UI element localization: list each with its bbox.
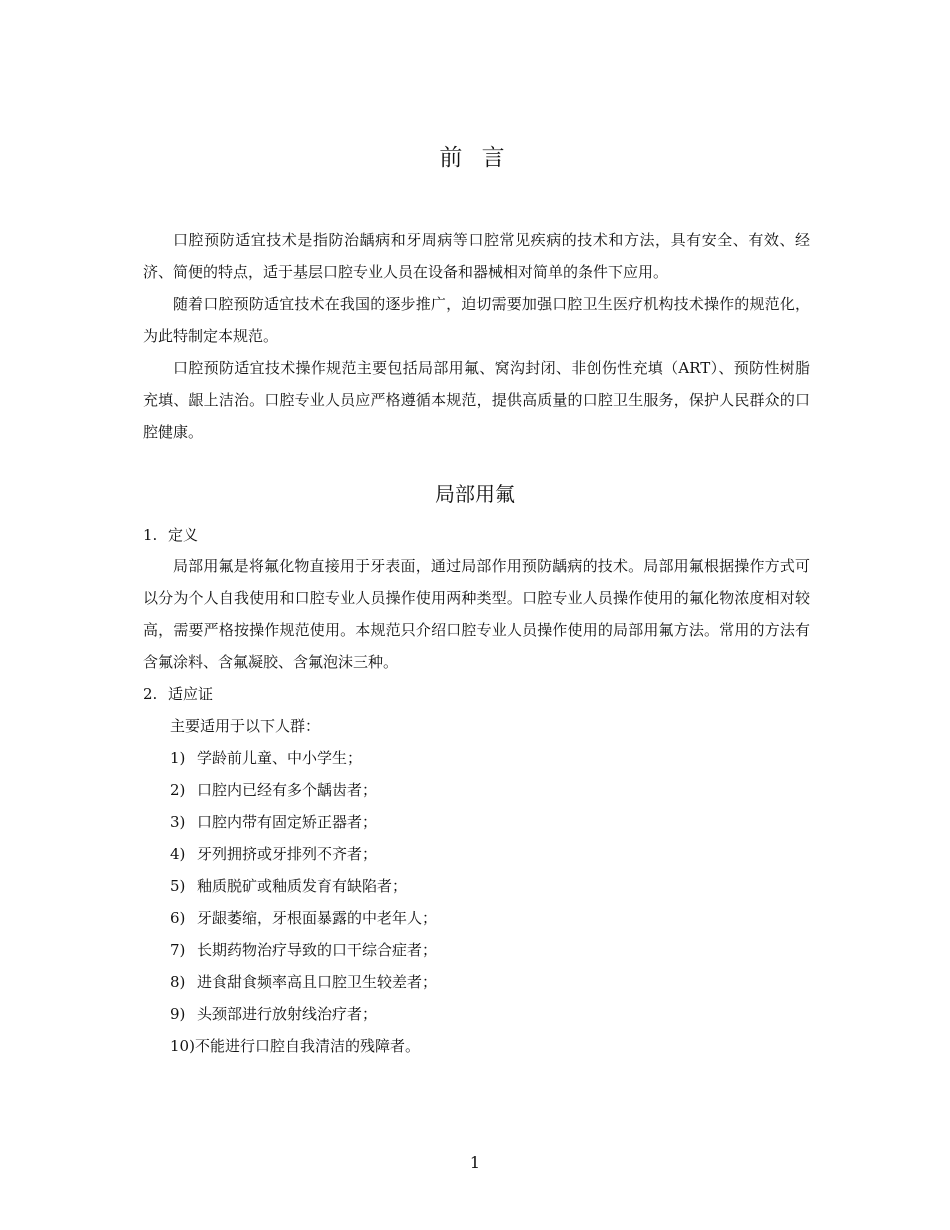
list-item-number: 3) bbox=[170, 813, 186, 831]
list-item bbox=[170, 1030, 437, 1062]
list-item-number: 10) bbox=[170, 1037, 195, 1055]
indications-list bbox=[170, 742, 437, 1062]
list-item-number: 2) bbox=[170, 781, 186, 799]
list-item bbox=[170, 934, 437, 966]
list-item-number: 4) bbox=[170, 845, 186, 863]
list-item bbox=[170, 838, 437, 870]
list-item bbox=[170, 966, 437, 998]
list-item bbox=[170, 870, 437, 902]
list-item-text: 长期药物治疗导致的口干综合症者； bbox=[197, 941, 438, 959]
list-item-text: 头颈部进行放射线治疗者； bbox=[197, 1005, 378, 1023]
preface-paragraph-1: 口腔预防适宜技术是指防治龋病和牙周病等口腔常见疾病的技术和方法，具有安全、有效、经济、简便的特点，适于基层口腔专业人员在设备和器械相对简单的条件下应用。 bbox=[143, 231, 810, 281]
list-item-text: 学龄前儿童、中小学生； bbox=[197, 749, 363, 767]
preface-paragraph-3: 口腔预防适宜技术操作规范主要包括局部用氟、窝沟封闭、非创伤性充填（ART）、预防性树脂充填、龈上洁治。口腔专业人员应严格遵循本规范，提供高质量的口腔卫生服务，保护人民群众的口腔健康。 bbox=[143, 359, 810, 441]
section-number: 1. bbox=[143, 526, 158, 544]
list-item bbox=[170, 742, 437, 774]
list-item-number: 1) bbox=[170, 749, 186, 767]
list-item-text: 牙龈萎缩，牙根面暴露的中老年人； bbox=[197, 909, 438, 927]
list-item bbox=[170, 774, 437, 806]
preface-title: 前 言 bbox=[439, 145, 511, 171]
list-item-text: 口腔内带有固定矫正器者； bbox=[197, 813, 378, 831]
definition-paragraph: 局部用氟是将氟化物直接用于牙表面，通过局部作用预防龋病的技术。局部用氟根据操作方式可以分为个人自我使用和口腔专业人员操作使用两种类型。口腔专业人员操作使用的氟化物浓度相对较高，需要严格按操作规范使用。本规范只介绍口腔专业人员操作使用的局部用氟方法。常用的方法有含氟涂料、含氟凝胶、含氟泡沫三种。 bbox=[143, 557, 810, 671]
list-item-text: 进食甜食频率高且口腔卫生较差者； bbox=[197, 973, 438, 991]
section-number: 2. bbox=[143, 685, 158, 703]
list-item-number: 5) bbox=[170, 877, 186, 895]
list-item-text: 牙列拥挤或牙排列不齐者； bbox=[197, 845, 378, 863]
list-item-text: 口腔内已经有多个龋齿者； bbox=[197, 781, 378, 799]
list-item-number: 9) bbox=[170, 1005, 186, 1023]
chapter-title: 局部用氟 bbox=[435, 482, 515, 506]
list-item bbox=[170, 998, 437, 1030]
section-heading-indications bbox=[143, 678, 213, 710]
section-heading-text: 适应证 bbox=[168, 685, 214, 703]
indications-intro: 主要适用于以下人群： bbox=[170, 717, 321, 735]
list-item bbox=[170, 806, 437, 838]
list-item-number: 7) bbox=[170, 941, 186, 959]
preface-paragraph-2: 随着口腔预防适宜技术在我国的逐步推广，迫切需要加强口腔卫生医疗机构技术操作的规范化，为此特制定本规范。 bbox=[143, 295, 810, 345]
section-heading-definition bbox=[143, 519, 198, 551]
list-item-text: 釉质脱矿或釉质发育有缺陷者； bbox=[197, 877, 408, 895]
section-heading-text: 定义 bbox=[168, 526, 199, 544]
list-item-text: 不能进行口腔自我清洁的残障者。 bbox=[194, 1037, 420, 1055]
list-item-number: 8) bbox=[170, 973, 186, 991]
list-item bbox=[170, 902, 437, 934]
list-item-number: 6) bbox=[170, 909, 186, 927]
page-number: 1 bbox=[469, 1153, 481, 1172]
